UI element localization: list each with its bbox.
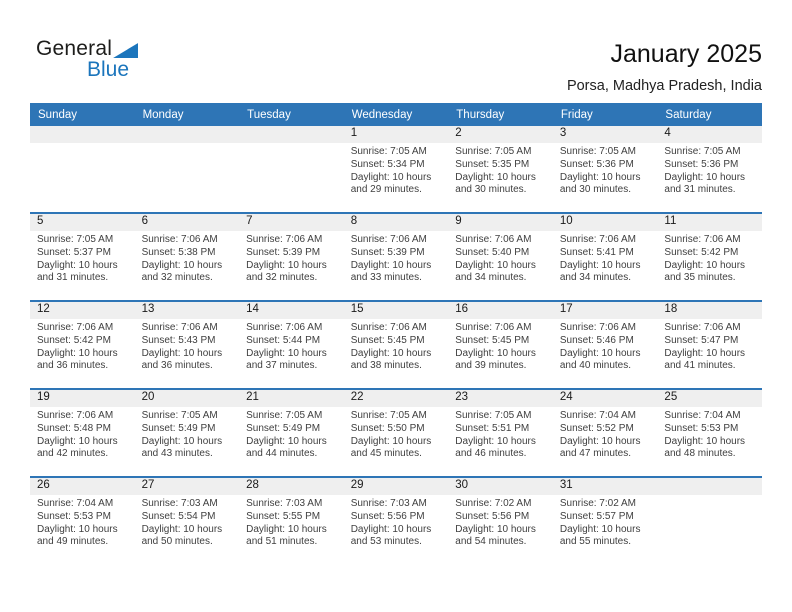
day-details: [657, 143, 762, 197]
sunrise-text: Sunrise: 7:06 AM: [37, 322, 114, 333]
day-details: [657, 231, 762, 285]
sunset-text: Sunset: 5:34 PM: [350, 158, 425, 170]
sunset-text: Sunset: 5:57 PM: [559, 510, 634, 522]
day-details: [448, 407, 553, 461]
daylight-text: Daylight: 10 hours and 48 minutes.: [664, 435, 746, 460]
day-number: 9: [448, 214, 553, 231]
daylight-text: Daylight: 10 hours and 30 minutes.: [559, 171, 641, 196]
daylight-text: Daylight: 10 hours and 31 minutes.: [37, 259, 118, 284]
calendar-day-cell: [239, 390, 344, 476]
sunset-text: Sunset: 5:55 PM: [246, 510, 321, 522]
weekday-header-wednesday: Wednesday: [351, 108, 413, 121]
calendar-day-cell: [448, 302, 553, 388]
sunrise-text: Sunrise: 7:05 AM: [350, 146, 427, 157]
calendar-body: [30, 126, 762, 564]
day-number: 29: [344, 478, 449, 495]
daylight-text: Daylight: 10 hours and 33 minutes.: [350, 259, 432, 284]
calendar-empty-cell: [30, 126, 135, 212]
weekday-header-thursday: Thursday: [456, 108, 505, 121]
sunrise-text: Sunrise: 7:06 AM: [141, 234, 218, 245]
day-details: [553, 231, 658, 285]
sunset-text: Sunset: 5:36 PM: [664, 158, 739, 170]
calendar-day-cell: [135, 214, 240, 300]
calendar-day-cell: [344, 478, 449, 564]
calendar-empty-cell: [657, 478, 762, 564]
day-details: [448, 143, 553, 197]
calendar-day-cell: [553, 302, 658, 388]
day-details: [344, 231, 449, 285]
day-number: 27: [135, 478, 240, 495]
daylight-text: Daylight: 10 hours and 46 minutes.: [455, 435, 536, 460]
sunrise-text: Sunrise: 7:05 AM: [350, 410, 427, 421]
daylight-text: Daylight: 10 hours and 42 minutes.: [37, 435, 118, 460]
sunset-text: Sunset: 5:35 PM: [455, 158, 530, 170]
day-number: 17: [553, 302, 658, 319]
day-details: [135, 495, 240, 549]
day-details: [553, 319, 658, 373]
weekday-header-saturday: Saturday: [665, 108, 712, 121]
day-number: 13: [135, 302, 240, 319]
logo-triangle-icon: [113, 43, 138, 58]
day-number: 10: [553, 214, 658, 231]
calendar-day-cell: [30, 478, 135, 564]
day-number: 14: [239, 302, 344, 319]
sunset-text: Sunset: 5:37 PM: [37, 246, 111, 258]
sunrise-text: Sunrise: 7:05 AM: [664, 146, 741, 157]
daylight-text: Daylight: 10 hours and 53 minutes.: [350, 523, 432, 548]
sunrise-text: Sunrise: 7:06 AM: [559, 322, 636, 333]
week-row: [30, 300, 762, 388]
sunrise-text: Sunrise: 7:02 AM: [455, 498, 532, 509]
daylight-text: Daylight: 10 hours and 39 minutes.: [455, 347, 536, 372]
day-details: [30, 231, 135, 285]
calendar-day-cell: [30, 214, 135, 300]
sunset-text: Sunset: 5:51 PM: [455, 422, 530, 434]
calendar-day-cell: [553, 126, 658, 212]
calendar-day-cell: [344, 302, 449, 388]
day-number: 19: [30, 390, 135, 407]
daylight-text: Daylight: 10 hours and 50 minutes.: [141, 523, 223, 548]
calendar-day-cell: [553, 214, 658, 300]
logo-text-general: General: [36, 37, 113, 60]
daylight-text: Daylight: 10 hours and 45 minutes.: [350, 435, 432, 460]
day-details: [553, 143, 658, 197]
sunset-text: Sunset: 5:43 PM: [141, 334, 216, 346]
daylight-text: Daylight: 10 hours and 47 minutes.: [559, 435, 641, 460]
day-details: [30, 319, 135, 373]
sunrise-text: Sunrise: 7:06 AM: [37, 410, 114, 421]
daylight-text: Daylight: 10 hours and 32 minutes.: [141, 259, 223, 284]
calendar-day-cell: [657, 390, 762, 476]
daylight-text: Daylight: 10 hours and 32 minutes.: [246, 259, 327, 284]
sunset-text: Sunset: 5:42 PM: [664, 246, 739, 258]
sunrise-text: Sunrise: 7:06 AM: [559, 234, 636, 245]
sunrise-text: Sunrise: 7:06 AM: [455, 322, 532, 333]
day-number: [657, 478, 762, 495]
day-number: 5: [30, 214, 135, 231]
calendar-day-cell: [239, 214, 344, 300]
calendar-day-cell: [30, 302, 135, 388]
day-details: [135, 319, 240, 373]
general-blue-logo: [36, 38, 138, 80]
week-row: [30, 126, 762, 212]
day-details: [448, 319, 553, 373]
sunrise-text: Sunrise: 7:05 AM: [455, 410, 532, 421]
sunset-text: Sunset: 5:48 PM: [37, 422, 111, 434]
day-details: [30, 407, 135, 461]
daylight-text: Daylight: 10 hours and 38 minutes.: [350, 347, 432, 372]
daylight-text: Daylight: 10 hours and 31 minutes.: [664, 171, 746, 196]
sunset-text: Sunset: 5:53 PM: [664, 422, 739, 434]
sunrise-text: Sunrise: 7:04 AM: [37, 498, 114, 509]
daylight-text: Daylight: 10 hours and 49 minutes.: [37, 523, 118, 548]
day-details: [239, 407, 344, 461]
calendar-day-cell: [239, 302, 344, 388]
day-details: [135, 407, 240, 461]
daylight-text: Daylight: 10 hours and 41 minutes.: [664, 347, 746, 372]
sunrise-text: Sunrise: 7:04 AM: [559, 410, 636, 421]
logo-text-blue: Blue: [87, 58, 130, 81]
daylight-text: Daylight: 10 hours and 30 minutes.: [455, 171, 536, 196]
day-number: 21: [239, 390, 344, 407]
calendar-day-cell: [448, 126, 553, 212]
day-details: [135, 231, 240, 285]
sunrise-text: Sunrise: 7:06 AM: [246, 234, 323, 245]
sunset-text: Sunset: 5:42 PM: [37, 334, 111, 346]
calendar-day-cell: [30, 390, 135, 476]
day-number: 1: [344, 126, 449, 143]
daylight-text: Daylight: 10 hours and 43 minutes.: [141, 435, 223, 460]
day-number: 22: [344, 390, 449, 407]
daylight-text: Daylight: 10 hours and 34 minutes.: [559, 259, 641, 284]
sunrise-text: Sunrise: 7:05 AM: [455, 146, 532, 157]
day-number: 6: [135, 214, 240, 231]
calendar-table: [30, 103, 762, 564]
day-number: 24: [553, 390, 658, 407]
day-number: 15: [344, 302, 449, 319]
day-number: 12: [30, 302, 135, 319]
day-details: [553, 407, 658, 461]
daylight-text: Daylight: 10 hours and 44 minutes.: [246, 435, 327, 460]
daylight-text: Daylight: 10 hours and 54 minutes.: [455, 523, 536, 548]
day-details: [657, 407, 762, 461]
sunset-text: Sunset: 5:40 PM: [455, 246, 530, 258]
day-number: 30: [448, 478, 553, 495]
sunrise-text: Sunrise: 7:03 AM: [141, 498, 218, 509]
weekday-header-tuesday: Tuesday: [247, 108, 291, 121]
sunset-text: Sunset: 5:36 PM: [559, 158, 634, 170]
calendar-empty-cell: [239, 126, 344, 212]
week-row: [30, 388, 762, 476]
calendar-day-cell: [553, 478, 658, 564]
sunrise-text: Sunrise: 7:05 AM: [37, 234, 114, 245]
weekday-header-sunday: Sunday: [38, 108, 78, 121]
calendar-day-cell: [135, 302, 240, 388]
day-number: [135, 126, 240, 143]
calendar-day-cell: [448, 478, 553, 564]
day-details: [344, 143, 449, 197]
sunrise-text: Sunrise: 7:05 AM: [559, 146, 636, 157]
calendar-day-cell: [657, 302, 762, 388]
daylight-text: Daylight: 10 hours and 36 minutes.: [141, 347, 223, 372]
title-block: [567, 40, 762, 94]
day-details: [30, 495, 135, 549]
sunrise-text: Sunrise: 7:03 AM: [350, 498, 427, 509]
daylight-text: Daylight: 10 hours and 36 minutes.: [37, 347, 118, 372]
day-number: 20: [135, 390, 240, 407]
sunset-text: Sunset: 5:56 PM: [455, 510, 530, 522]
day-number: 7: [239, 214, 344, 231]
day-number: 3: [553, 126, 658, 143]
sunrise-text: Sunrise: 7:03 AM: [246, 498, 323, 509]
sunrise-text: Sunrise: 7:06 AM: [664, 322, 741, 333]
calendar-day-cell: [657, 214, 762, 300]
sunset-text: Sunset: 5:38 PM: [141, 246, 216, 258]
day-number: 31: [553, 478, 658, 495]
sunset-text: Sunset: 5:49 PM: [141, 422, 216, 434]
sunset-text: Sunset: 5:53 PM: [37, 510, 111, 522]
sunset-text: Sunset: 5:54 PM: [141, 510, 216, 522]
day-number: 25: [657, 390, 762, 407]
sunset-text: Sunset: 5:45 PM: [455, 334, 530, 346]
sunset-text: Sunset: 5:50 PM: [350, 422, 425, 434]
sunset-text: Sunset: 5:39 PM: [246, 246, 321, 258]
sunrise-text: Sunrise: 7:02 AM: [559, 498, 636, 509]
week-row: [30, 212, 762, 300]
sunrise-text: Sunrise: 7:05 AM: [141, 410, 218, 421]
weekday-header-monday: Monday: [142, 108, 184, 121]
calendar-day-cell: [657, 126, 762, 212]
day-number: 28: [239, 478, 344, 495]
sunset-text: Sunset: 5:52 PM: [559, 422, 634, 434]
day-number: 11: [657, 214, 762, 231]
day-number: 4: [657, 126, 762, 143]
day-details: [344, 407, 449, 461]
day-number: 2: [448, 126, 553, 143]
day-details: [344, 319, 449, 373]
calendar-day-cell: [239, 478, 344, 564]
sunrise-text: Sunrise: 7:06 AM: [141, 322, 218, 333]
week-row: [30, 476, 762, 564]
sunrise-text: Sunrise: 7:05 AM: [246, 410, 323, 421]
day-details: [239, 495, 344, 549]
day-number: 8: [344, 214, 449, 231]
daylight-text: Daylight: 10 hours and 37 minutes.: [246, 347, 327, 372]
sunset-text: Sunset: 5:46 PM: [559, 334, 634, 346]
sunset-text: Sunset: 5:45 PM: [350, 334, 425, 346]
calendar-day-cell: [448, 214, 553, 300]
page-subtitle: Porsa, Madhya Pradesh, India: [566, 78, 762, 94]
sunset-text: Sunset: 5:41 PM: [559, 246, 634, 258]
day-details: [657, 319, 762, 373]
calendar-day-cell: [135, 478, 240, 564]
sunrise-text: Sunrise: 7:06 AM: [664, 234, 741, 245]
daylight-text: Daylight: 10 hours and 40 minutes.: [559, 347, 641, 372]
day-number: 23: [448, 390, 553, 407]
calendar-day-cell: [448, 390, 553, 476]
sunrise-text: Sunrise: 7:06 AM: [246, 322, 323, 333]
calendar-day-cell: [344, 126, 449, 212]
day-details: [553, 495, 658, 549]
weekday-header-row: [30, 103, 762, 126]
sunrise-text: Sunrise: 7:04 AM: [664, 410, 741, 421]
sunset-text: Sunset: 5:44 PM: [246, 334, 321, 346]
daylight-text: Daylight: 10 hours and 35 minutes.: [664, 259, 746, 284]
day-details: [448, 231, 553, 285]
sunrise-text: Sunrise: 7:06 AM: [350, 322, 427, 333]
sunset-text: Sunset: 5:49 PM: [246, 422, 321, 434]
day-number: 18: [657, 302, 762, 319]
sunset-text: Sunset: 5:56 PM: [350, 510, 425, 522]
weekday-header-friday: Friday: [560, 108, 593, 121]
calendar-day-cell: [135, 390, 240, 476]
daylight-text: Daylight: 10 hours and 51 minutes.: [246, 523, 327, 548]
calendar-day-cell: [344, 390, 449, 476]
sunset-text: Sunset: 5:47 PM: [664, 334, 739, 346]
day-details: [344, 495, 449, 549]
daylight-text: Daylight: 10 hours and 55 minutes.: [559, 523, 641, 548]
calendar-day-cell: [553, 390, 658, 476]
day-details: [239, 231, 344, 285]
day-number: [239, 126, 344, 143]
day-details: [239, 319, 344, 373]
day-number: 26: [30, 478, 135, 495]
sunrise-text: Sunrise: 7:06 AM: [455, 234, 532, 245]
calendar-day-cell: [344, 214, 449, 300]
day-number: [30, 126, 135, 143]
calendar-empty-cell: [135, 126, 240, 212]
day-number: 16: [448, 302, 553, 319]
daylight-text: Daylight: 10 hours and 34 minutes.: [455, 259, 536, 284]
day-details: [448, 495, 553, 549]
daylight-text: Daylight: 10 hours and 29 minutes.: [350, 171, 432, 196]
sunset-text: Sunset: 5:39 PM: [350, 246, 425, 258]
page-title: January 2025: [610, 40, 762, 68]
sunrise-text: Sunrise: 7:06 AM: [350, 234, 427, 245]
